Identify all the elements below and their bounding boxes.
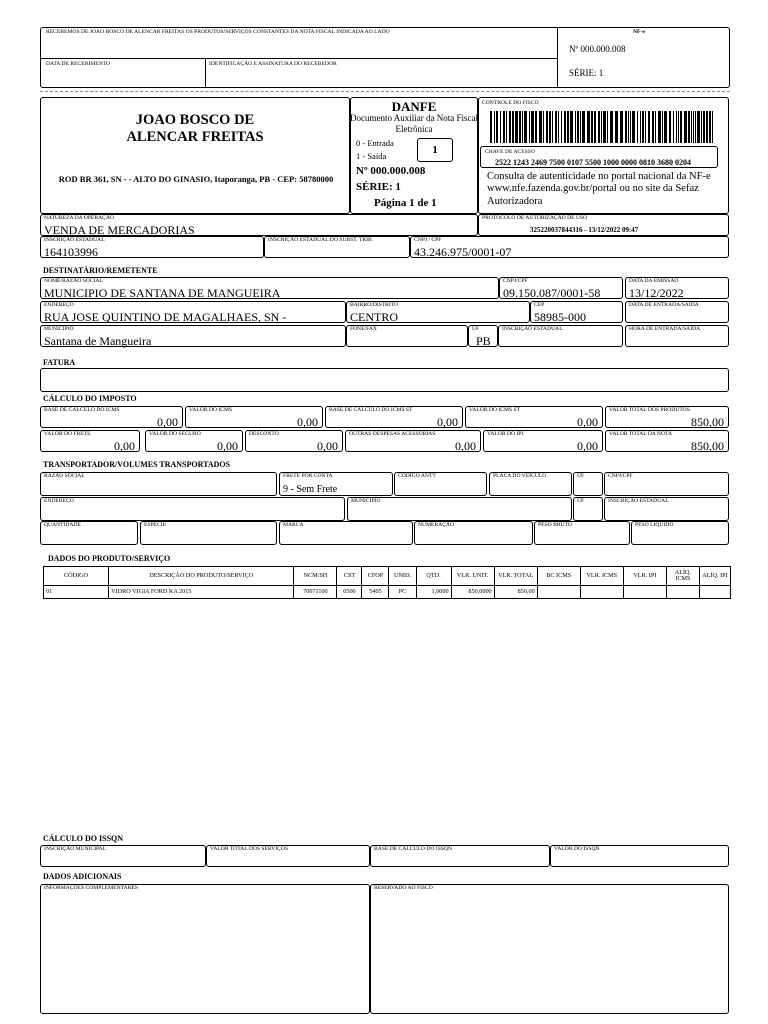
barcode-bar (539, 111, 542, 143)
imp-desconto-label: DESCONTO (249, 431, 279, 437)
dest-cnpj-label: CNPJ/CPF (503, 278, 528, 284)
barcode-bar (509, 111, 511, 143)
barcode-bar (555, 111, 557, 143)
barcode-bar (695, 111, 696, 143)
produtos-cell: PC (389, 586, 416, 599)
transportador-section: TRANSPORTADOR/VOLUMES TRANSPORTADOS (43, 460, 231, 469)
transp-uf-label: UF (577, 473, 585, 479)
barcode-bar (575, 111, 576, 143)
transp-cnpj (604, 472, 729, 496)
issqn-base (370, 845, 550, 867)
barcode-bar (662, 111, 663, 143)
produtos-cell: 5405 (362, 586, 389, 599)
transp-qtd (40, 521, 138, 545)
imp-bc-icms-label: BASE DE CÁLCULO DO ICMS (44, 407, 120, 413)
adicionais-section: DADOS ADICIONAIS (43, 872, 122, 881)
transp-bruto (534, 521, 630, 545)
produtos-header-7: VLR. UNIT. (451, 567, 494, 586)
dest-nome: MUNICIPIO DE SANTANA DE MANGUEIRA (44, 286, 281, 300)
natureza-value: VENDA DE MERCADORIAS (44, 223, 195, 237)
barcode-bar (490, 111, 492, 143)
imp-ipi (483, 430, 603, 452)
barcode-bar (673, 111, 674, 143)
produtos-cell: 01 (44, 586, 109, 599)
dest-municipio-label: MUNICÍPIO (44, 326, 74, 332)
danfe-tipo: 1 (432, 144, 438, 156)
barcode (490, 111, 716, 143)
cut-line (40, 91, 730, 92)
issqn-inscricao (40, 845, 206, 867)
transp-bruto-label: PESO BRUTO (538, 522, 572, 528)
transp-marca (279, 521, 413, 545)
transp-ie (604, 497, 729, 521)
danfe-serie: SÉRIE: 1 (356, 181, 401, 193)
barcode-bar (494, 111, 495, 143)
produtos-header-4: CFOP (362, 567, 389, 586)
imp-st (465, 406, 603, 428)
imp-frete-value: 0,00 (114, 439, 135, 453)
canhoto-data-label: DATA DE RECEBIMENTO (46, 61, 111, 67)
barcode-bar (603, 111, 606, 143)
imp-desconto-value: 0,00 (317, 439, 338, 453)
imp-seguro (145, 430, 243, 452)
barcode-bar (535, 111, 537, 143)
danfe-tipo-box (417, 138, 453, 162)
barcode-bar (503, 111, 505, 143)
barcode-bar (570, 111, 573, 143)
barcode-bar (598, 111, 600, 143)
barcode-bar (546, 111, 548, 143)
imp-ipi-label: VALOR DO IPI (487, 431, 524, 437)
produtos-cell (623, 586, 666, 599)
dest-uf-cell (468, 325, 498, 347)
transp-municipio-label: MUNICÍPIO (351, 498, 381, 504)
barcode-bar (648, 111, 650, 143)
imposto-section: CÁLCULO DO IMPOSTO (43, 394, 137, 403)
barcode-bar (529, 111, 530, 143)
canhoto-numero: Nº 000.000.008 (569, 44, 626, 54)
dest-emissao: 13/12/2022 (629, 286, 684, 300)
issqn-total-servicos-label: VALOR TOTAL DOS SERVIÇOS (210, 846, 288, 852)
canhoto-divider-v2 (205, 58, 206, 88)
barcode-bar (688, 111, 690, 143)
protocolo-cell (478, 214, 729, 236)
imp-st-label: VALOR DO ICMS ST (469, 407, 521, 413)
dest-cep-cell (530, 301, 623, 323)
dest-cep-label: CEP (534, 302, 545, 308)
imp-outras-value: 0,00 (455, 439, 476, 453)
imp-total-nota-value: 850,00 (691, 439, 724, 453)
imp-bc-st (325, 406, 463, 428)
barcode-bar (500, 111, 501, 143)
barcode-bar (577, 111, 579, 143)
cnpj-value: 43.246.975/0001-07 (414, 245, 512, 259)
produtos-cell (666, 586, 699, 599)
issqn-total-servicos (206, 845, 370, 867)
transp-antt (394, 472, 487, 496)
ie-st-cell (264, 236, 410, 258)
barcode-bar (496, 111, 498, 143)
danfe-numero: Nº 000.000.008 (356, 165, 426, 177)
imp-outras (345, 430, 481, 452)
dest-bairro-label: BAIRRO/DISTRITO (350, 302, 399, 308)
dest-entrada-cell (625, 301, 729, 323)
cnpj-label: CNPJ / CPF (414, 237, 442, 243)
barcode-bar (610, 111, 613, 143)
produtos-cell: VIDRO VIGIA FORD KA 2015 (109, 586, 294, 599)
produtos-section: DADOS DO PRODUTO/SERVIÇO (48, 554, 171, 563)
produtos-body (44, 586, 731, 599)
barcode-bar (552, 111, 553, 143)
transp-municipio (347, 497, 572, 521)
imp-bc-st-label: BASE DE CÁLCULO DO ICMS ST (329, 407, 413, 413)
produtos-header-10: VLR. ICMS (580, 567, 623, 586)
imp-icms-label: VALOR DO ICMS (189, 407, 233, 413)
dest-uf: PB (476, 334, 491, 348)
natureza-cell (40, 214, 478, 236)
protocolo-label: PROTOCOLO DE AUTORIZAÇÃO DE USO (482, 215, 588, 221)
barcode-bar (512, 111, 514, 143)
transp-antt-label: CÓDIGO ANTT (398, 473, 436, 479)
transp-numeracao (414, 521, 533, 545)
dest-cnpj: 09.150.087/0001-58 (503, 286, 601, 300)
produtos-cell (580, 586, 623, 599)
controle-label: CONTROLE DO FISCO (482, 100, 539, 106)
barcode-bar (691, 111, 692, 143)
barcode-bar (628, 111, 629, 143)
info-complementares-label: INFORMAÇÕES COMPLEMENTARES (44, 885, 138, 891)
canhoto-assinatura-label: IDENTIFICAÇÃO E ASSINATURA DO RECEBEDOR (209, 61, 337, 67)
barcode-bar (524, 111, 527, 143)
imp-icms (185, 406, 323, 428)
barcode-bar (658, 111, 661, 143)
barcode-bar (594, 111, 596, 143)
barcode-bar (531, 111, 534, 143)
dest-nome-label: NOME/RAZÃO SOCIAL (44, 278, 103, 284)
transp-placa-label: PLACA DO VEÍCULO (493, 473, 547, 479)
barcode-bar (519, 111, 521, 143)
reservado-fisco (370, 884, 729, 1014)
produtos-cell: 0500 (337, 586, 362, 599)
imp-seguro-value: 0,00 (217, 439, 238, 453)
produtos-header-2: NCM/SH (294, 567, 337, 586)
protocolo-value: 325220037844316 - 13/12/2022 09:47 (530, 226, 639, 234)
chave-label: CHAVE DE ACESSO (485, 149, 535, 155)
barcode-bar (693, 111, 694, 143)
issqn-base-label: BASE DE CÁLCULO DO ISSQN (374, 846, 453, 852)
emitente-nome: JOAO BOSCO DE ALENCAR FREITAS (126, 112, 264, 146)
barcode-bar (676, 111, 677, 143)
barcode-bar (601, 111, 602, 143)
issqn-section: CÁLCULO DO ISSQN (43, 834, 124, 843)
produtos-cell (699, 586, 730, 599)
barcode-bar (697, 111, 700, 143)
produtos-cell: 850,0000 (451, 586, 494, 599)
dest-endereco: RUA JOSE QUINTINO DE MAGALHAES, SN - (44, 310, 287, 324)
barcode-bar (591, 111, 593, 143)
barcode-bar (652, 111, 654, 143)
transp-liquido-label: PESO LÍQUIDO (635, 522, 674, 528)
transp-qtd-label: QUANTIDADE (44, 522, 81, 528)
canhoto-nfe-label: NF-e (633, 29, 645, 35)
produtos-header-1: DESCRIÇÃO DO PRODUTO/SERVIÇO (109, 567, 294, 586)
barcode-bar (522, 111, 523, 143)
dest-municipio-cell (40, 325, 346, 347)
produtos-cell: 1,0000 (416, 586, 451, 599)
barcode-bar (655, 111, 656, 143)
transp-liquido (631, 521, 729, 545)
dest-endereco-cell (40, 301, 346, 323)
imp-outras-label: OUTRAS DESPESAS ACESSÓRIAS (349, 431, 436, 437)
produtos-header-0: CÓDIGO (44, 567, 109, 586)
transp-uf (573, 472, 603, 496)
imp-total-produtos (605, 406, 729, 428)
dest-ie-label: INSCRIÇÃO ESTADUAL (502, 326, 563, 332)
table-row (44, 586, 731, 599)
dest-entrada-label: DATA DE ENTRADA/SAÍDA (629, 302, 699, 308)
dest-endereco-label: ENDEREÇO (44, 302, 74, 308)
barcode-bar (558, 111, 559, 143)
produtos-header-6: QTD. (416, 567, 451, 586)
transp-endereco-label: ENDEREÇO (44, 498, 74, 504)
imp-frete (40, 430, 140, 452)
barcode-bar (669, 111, 671, 143)
produtos-header-11: VLR. IPI (623, 567, 666, 586)
transp-razao (40, 472, 277, 496)
transp-razao-label: RAZÃO SOCIAL (44, 473, 85, 479)
transp-ie-label: INSCRIÇÃO ESTADUAL (608, 498, 669, 504)
dest-municipio: Santana de Mangueira (44, 334, 152, 348)
transp-frete-label: FRETE POR CONTA (283, 473, 333, 479)
transp-especie-label: ESPÉCIE (144, 522, 167, 528)
imp-total-nota (605, 430, 729, 452)
issqn-inscricao-label: INSCRIÇÃO MUNICIPAL (44, 846, 107, 852)
dest-hora-cell (625, 325, 729, 347)
transp-placa (489, 472, 572, 496)
imp-frete-label: VALOR DO FRETE (44, 431, 91, 437)
fatura-section: FATURA (43, 358, 76, 367)
produtos-area-border (43, 598, 731, 599)
barcode-bar (637, 111, 638, 143)
dest-ie-cell (498, 325, 623, 347)
danfe-title: DANFE (391, 99, 437, 114)
destinatario-section: DESTINATÁRIO/REMETENTE (43, 266, 158, 275)
transp-endereco (40, 497, 345, 521)
produtos-cell: 850,00 (494, 586, 537, 599)
barcode-bar (640, 111, 641, 143)
dest-bairro-cell (346, 301, 530, 323)
transp-uf2-label: UF (577, 498, 585, 504)
canhoto-text: RECEBEMOS DE JOAO BOSCO DE ALENCAR FREITAS OS PRODUTOS/SERVIÇOS CONSTANTES DA NOTA FISCAL INDICADA AO LADO (46, 29, 390, 35)
barcode-bar (625, 111, 627, 143)
barcode-bar (587, 111, 590, 143)
dest-emissao-cell (625, 277, 729, 299)
barcode-bar (615, 111, 618, 143)
barcode-bar (567, 111, 569, 143)
barcode-bar (630, 111, 631, 143)
produtos-header-3: CST (337, 567, 362, 586)
barcode-bar (632, 111, 635, 143)
barcode-bar (703, 111, 705, 143)
chave-value: 2522 1243 2469 7500 0107 5500 1000 0000 0810 3680 0204 (495, 158, 691, 167)
transp-cnpj-label: CNPJ/CPF (608, 473, 633, 479)
reservado-fisco-label: RESERVADO AO FISCO (374, 885, 433, 891)
danfe-entrada: 0 - Entrada (356, 138, 394, 148)
barcode-bar (678, 111, 679, 143)
barcode-bar (582, 111, 585, 143)
barcode-bar (506, 111, 507, 143)
issqn-valor-label: VALOR DO ISSQN (554, 846, 600, 852)
emitente-endereco: ROD BR 361, SN - - ALTO DO GINASIO, Itaporanga, PB - CEP: 58780000 (58, 174, 334, 184)
barcode-bar (706, 111, 708, 143)
produtos-header-8: VLR. TOTAL (494, 567, 537, 586)
imp-icms-value: 0,00 (297, 415, 318, 429)
imp-desconto (245, 430, 343, 452)
imp-bc-icms-value: 0,00 (157, 415, 178, 429)
produtos-table (43, 566, 731, 599)
barcode-bar (642, 111, 644, 143)
dest-cnpj-cell (499, 277, 623, 299)
canhoto-divider-h (40, 58, 557, 59)
barcode-bar (645, 111, 646, 143)
transp-especie (140, 521, 277, 545)
dest-fone-cell (346, 325, 468, 347)
cnpj-cell (410, 236, 729, 258)
dest-hora-label: HORA DE ENTRADA/SAÍDA (629, 326, 701, 332)
produtos-header-13: ALÍQ. IPI (699, 567, 730, 586)
ie-cell (40, 236, 264, 258)
barcode-bar (561, 111, 562, 143)
produtos-header-5: UNID. (389, 567, 416, 586)
dest-bairro: CENTRO (350, 310, 398, 324)
danfe-saida: 1 - Saída (356, 151, 387, 161)
barcode-bar (549, 111, 551, 143)
produtos-cell (537, 586, 580, 599)
barcode-bar (515, 111, 518, 143)
issqn-valor (550, 845, 729, 867)
imp-seguro-label: VALOR DO SEGURO (149, 431, 201, 437)
fatura-box (40, 368, 729, 392)
imp-total-produtos-label: VALOR TOTAL DOS PRODUTOS (609, 407, 690, 413)
produtos-header-9: BC ICMS (537, 567, 580, 586)
transp-marca-label: MARCA (283, 522, 304, 528)
barcode-bar (580, 111, 581, 143)
imp-total-produtos-value: 850,00 (691, 415, 724, 429)
imp-st-value: 0,00 (577, 415, 598, 429)
info-complementares (40, 884, 370, 1014)
imp-total-nota-label: VALOR TOTAL DA NOTA (609, 431, 673, 437)
produtos-header-row (44, 567, 731, 586)
barcode-bar (664, 111, 667, 143)
dest-cep: 58985-000 (534, 310, 586, 324)
consulta-text: Consulta de autenticidade no portal nacional da NF-e www.nfe.fazenda.gov.br/portal ou no site da Sefaz Autorizadora (487, 171, 711, 207)
imp-bc-icms (40, 406, 183, 428)
canhoto-divider-v (557, 27, 558, 88)
barcode-bar (680, 111, 682, 143)
barcode-bar (712, 111, 713, 143)
barcode-bar (543, 111, 544, 143)
produtos-header-12: ALÍQ. ICMS (666, 567, 699, 586)
transp-numeracao-label: NUMERAÇÃO (418, 522, 455, 528)
barcode-bar (607, 111, 608, 143)
ie-value: 164103996 (44, 245, 98, 259)
imp-bc-st-value: 0,00 (437, 415, 458, 429)
barcode-bar (564, 111, 566, 143)
dest-nome-cell (40, 277, 499, 299)
dest-emissao-label: DATA DA EMISSÃO (629, 278, 679, 284)
transp-frete (279, 472, 393, 496)
dest-uf-label: UF (472, 326, 480, 332)
barcode-bar (709, 111, 711, 143)
ie-st-label: INSCRIÇÃO ESTADUAL DO SUBST. TRIB. (268, 237, 374, 243)
barcode-bar (701, 111, 702, 143)
dest-fone-label: FONE/FAX (350, 326, 377, 332)
barcode-bar (684, 111, 687, 143)
danfe-subtitle: Documento Auxiliar da Nota Fiscal Eletrônica (350, 113, 478, 135)
ie-label: INSCRIÇÃO ESTADUAL (44, 237, 105, 243)
barcode-bar (620, 111, 623, 143)
canhoto-serie: SÉRIE: 1 (569, 68, 604, 78)
produtos-cell: 70071100 (294, 586, 337, 599)
transp-frete-value: 9 - Sem Frete (283, 484, 338, 495)
natureza-label: NATUREZA DA OPERAÇÃO (44, 215, 114, 221)
imp-ipi-value: 0,00 (577, 439, 598, 453)
danfe-pagina: Página 1 de 1 (374, 197, 437, 209)
transp-uf2 (573, 497, 603, 521)
